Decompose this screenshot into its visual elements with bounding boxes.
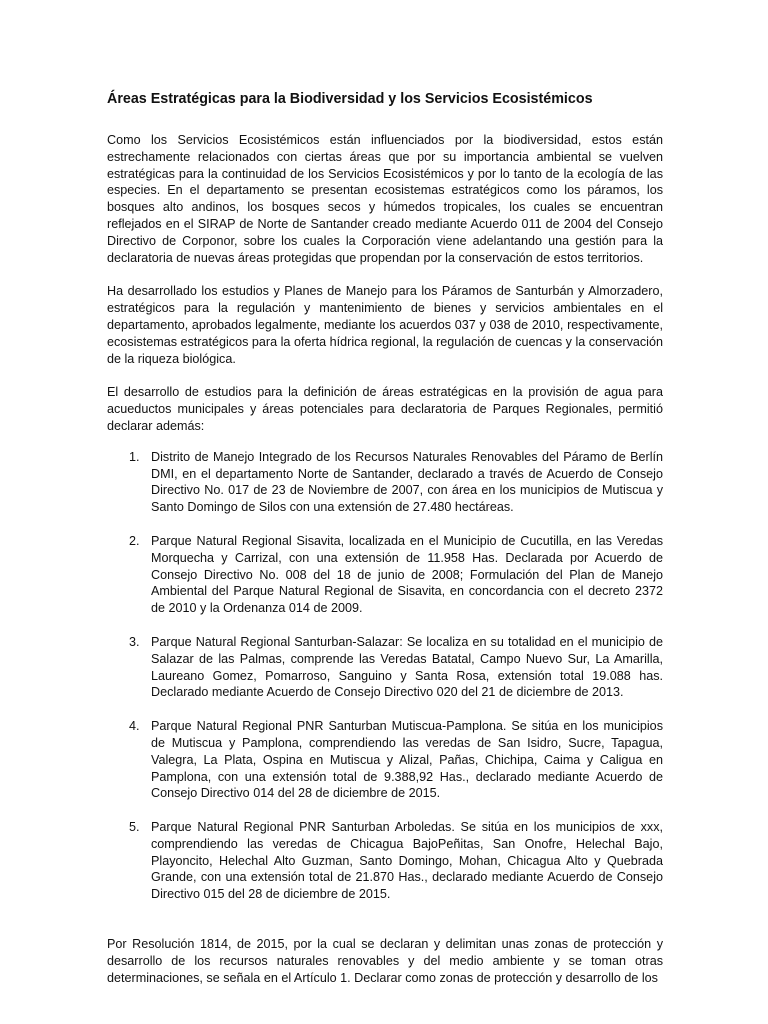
document-body: [107, 90, 663, 986]
list-item: [107, 533, 663, 617]
list-item: [107, 718, 663, 802]
paragraph-studies: El desarrollo de estudios para la definición de áreas estratégicas en la provisión de agua para acueductos municipales y áreas potenciales para declaratoria de Parques Regionales, permitió declarar además:: [107, 385, 663, 433]
list-item-number: 2.: [129, 533, 140, 548]
list-item-text: Parque Natural Regional PNR Santurban Arboledas. Se sitúa en los municipios de xxx, comprendiendo las veredas de Chicagua BajoPeñitas, San Onofre, Helechal Bajo, Playoncito, Helechal Alto Guzman, Santo Domingo, Mohan, Chicagua Alto y Quebrada Grande, con una extensión total de 21.870 Has., declarado mediante Acuerdo de Consejo Directivo 015 del 28 de diciembre de 2015.: [151, 820, 663, 902]
list-item-number: 1.: [129, 449, 140, 464]
list-item: [107, 449, 663, 516]
list-item-text: Parque Natural Regional Santurban-Salazar: Se localiza en su totalidad en el municipio de Salazar de las Palmas, comprende las Veredas Batatal, Campo Nuevo Sur, La Amarilla, Laureano Gomez, Pomarroso, Sanguino y Santa Rosa, extensión total 19.088 has. Declarado mediante Acuerdo de Consejo Directivo 020 del 21 de diciembre de 2013.: [151, 634, 663, 700]
document-title: Áreas Estratégicas para la Biodiversidad y los Servicios Ecosistémicos: [107, 91, 593, 107]
list-item-number: 4.: [129, 719, 140, 734]
list-item-text: Distrito de Manejo Integrado de los Recursos Naturales Renovables del Páramo de Berlín DMI, en el departamento Norte de Santander, declarado a través de Acuerdo de Consejo Directivo No. 017 de 23 de Noviembre de 2007, con área en los municipios de Mutiscua y Santo Domingo de Silos con una extensión de 27.480 hectáreas.: [151, 449, 663, 515]
list-item-text: Parque Natural Regional Sisavita, localizada en el Municipio de Cucutilla, en las Veredas Morquecha y Carrizal, con una extensión de 11.958 Has. Declarada por Acuerdo de Consejo Directivo No. 008 del 18 de junio de 2008; Formulación del Plan de Manejo Ambiental del Parque Natural Regional de Sisavita, en concordancia con el decreto 2372 de 2010 y la Ordenanza 014 de 2009.: [151, 533, 663, 616]
list-item: [107, 634, 663, 701]
paragraph-resolution: Por Resolución 1814, de 2015, por la cual se declaran y delimitan unas zonas de protección y desarrollo de los recursos naturales renovables y del medio ambiente y se toman otras determinaciones, se señala en el Artículo 1. Declarar como zonas de protección y desarrollo de los: [107, 937, 663, 985]
protected-areas-list: [107, 449, 663, 903]
list-item-number: 5.: [129, 820, 140, 835]
paragraph-paramos: Ha desarrollado los estudios y Planes de Manejo para los Páramos de Santurbán y Almorzadero, estratégicos para la regulación y mantenimiento de bienes y servicios ambientales en el departamento, aprobados legalmente, mediante los acuerdos 037 y 038 de 2010, respectivamente, ecosistemas estratégicos para la oferta hídrica regional, la regulación de cuencas y la conservación de la riqueza biológica.: [107, 284, 663, 366]
list-item: [107, 819, 663, 903]
paragraph-intro: Como los Servicios Ecosistémicos están influenciados por la biodiversidad, estos están estrechamente relacionados con ciertas áreas que por su importancia ambiental se vuelven estratégicas para la continuidad de los Servicios Ecosistémicos y por lo tanto de la ecología de las especies. En el departamento se presentan ecosistemas estratégicos como los páramos, los bosques alto andinos, los bosques secos y húmedos tropicales, los cuales se encuentran reflejados en el SIRAP de Norte de Santander creado mediante Acuerdo 011 de 2004 del Consejo Directivo de Corponor, sobre los cuales la Corporación viene adelantando una gestión para la declaratoria de nuevas áreas protegidas que propendan por la conservación de estos territorios.: [107, 133, 663, 265]
list-item-number: 3.: [129, 634, 140, 649]
list-item-text: Parque Natural Regional PNR Santurban Mutiscua-Pamplona. Se sitúa en los municipios de Mutiscua y Pamplona, comprendiendo las veredas de San Isidro, Sucre, Tapagua, Valegra, La Plata, Ospina en Mutiscua y Alizal, Pañas, Chichipa, Caima y Caligua en Pamplona, con una extensión total de 9.388,92 Has., declarado mediante Acuerdo de Consejo Directivo 014 del 28 de diciembre de 2015.: [151, 719, 663, 801]
